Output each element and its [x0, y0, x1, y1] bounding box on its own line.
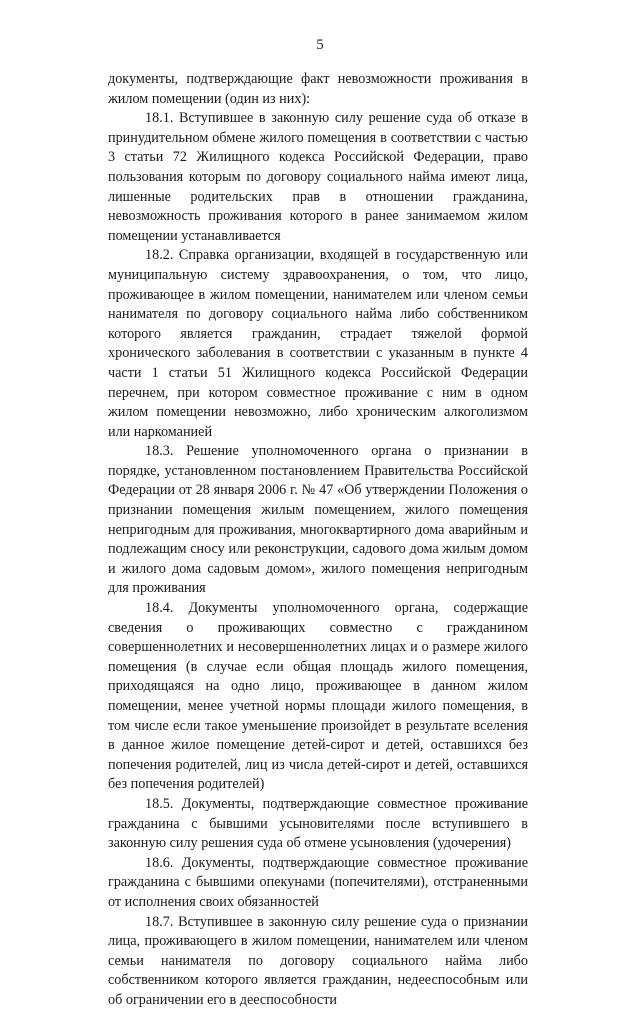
- paragraph-intro: документы, подтверждающие факт невозможности проживания в жилом помещении (один из них):: [108, 71, 528, 107]
- paragraph-18-5: 18.5. Документы, подтверждающие совместное проживание гражданина с бывшими усыновителями после вступившего в законную силу решения суда об отмене усыновления (удочерения): [108, 795, 528, 852]
- paragraph-18-3: 18.3. Решение уполномоченного органа о признании в порядке, установленном постановлением Правительства Российской Федерации от 28 января 2006 г. № 47 «Об утверждении Положения о признании помещения жилым помещением, жилого помещения непригодным для проживания, многоквартирного дома аварийным и подлежащим сносу или реконструкции, садового дома жилым домом и жилого дома садовым домом», жилого помещения непригодным для проживания: [108, 443, 528, 597]
- paragraph-18-6: 18.6. Документы, подтверждающие совместное проживание гражданина с бывшими опекунами (попечителями), отстраненными от исполнения своих обязанностей: [108, 854, 528, 910]
- document-body: [108, 70, 528, 1011]
- paragraph-18-4: 18.4. Документы уполномоченного органа, содержащие сведения о проживающих совместно с гражданином совершеннолетних и несовершеннолетних лицах и о размере жилого помещения (в случае если общая площадь жилого помещения, приходящаяся на одно лицо, проживающее в данном жилом помещении, менее учетной нормы площади жилого помещения, в том числе если такое уменьшение произойдет в результате вселения в данное жилое помещение детей-сирот и детей, оставшихся без попечения родителей, лиц из числа детей-сирот и детей, оставшихся без попечения родителей): [108, 600, 528, 793]
- paragraph-18-1: 18.1. Вступившее в законную силу решение суда об отказе в принудительном обмене жилого помещения в соответствии с частью 3 статьи 72 Жилищного кодекса Российской Федерации, право пользования которым по договору социального найма имеют лица, лишенные родительских прав в отношении гражданина, невозможность проживания которого в ранее занимаемом жилом помещении устанавливается: [108, 110, 528, 244]
- paragraph-18-7: 18.7. Вступившее в законную силу решение суда о признании лица, проживающего в жилом помещении, нанимателем или членом семьи нанимателя по договору социального найма либо собственником которого является гражданин, недееспособным или об ограничении его в дееспособности: [108, 913, 528, 1008]
- page-number: 5: [316, 37, 324, 53]
- paragraph-18-2: 18.2. Справка организации, входящей в государственную или муниципальную систему здравоохранения, о том, что лицо, проживающее в жилом помещении, нанимателем или членом семьи нанимателя по договору социального найма либо собственником которого является гражданин, страдает тяжелой формой хронического заболевания в соответствии с указанным в пункте 4 части 1 статьи 51 Жилищного кодекса Российской Федерации перечнем, при котором совместное проживание с ним в одном жилом помещении невозможно, либо хроническим алкоголизмом или наркоманией: [108, 247, 528, 440]
